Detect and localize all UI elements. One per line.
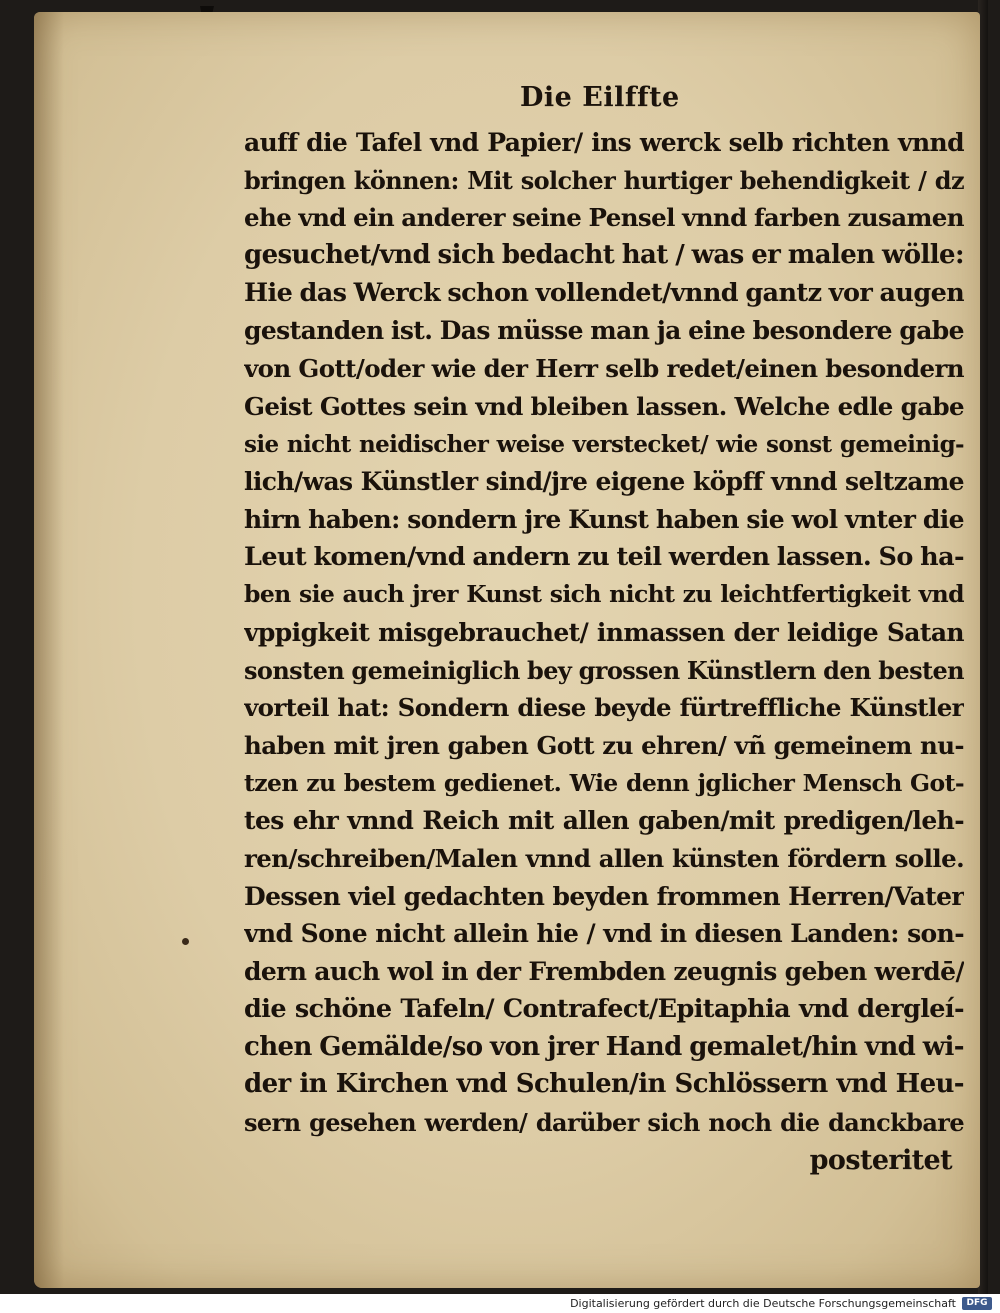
text-line: Dessen viel gedachten beyden frommen Herren/Vater xyxy=(244,881,964,911)
text-line: tes ehr vnnd Reich mit allen gaben/mit predigen/leh- xyxy=(244,806,964,836)
text-line: bringen können: Mit solcher hurtiger behendigkeit / dz xyxy=(244,165,964,195)
text-line: gesuchet/vnd sich bedacht hat / was er malen wölle: xyxy=(244,240,964,271)
ink-spot xyxy=(182,938,189,945)
text-line: vppigkeit misgebrauchet/ inmassen der leidige Satan xyxy=(244,617,964,647)
text-line: chen Gemälde/so von jrer Hand gemalet/hin vnd wi- xyxy=(244,1031,964,1062)
text-line: ehe vnd ein anderer seine Pensel vnnd farben zusamen xyxy=(244,203,964,233)
text-line: lich/was Künstler sind/jre eigene köpff vnnd seltzame xyxy=(244,467,964,497)
text-line: Hie das Werck schon vollendet/vnnd gantz vor augen xyxy=(244,277,964,308)
dfg-logo: DFG xyxy=(962,1297,992,1310)
body-text xyxy=(244,124,964,1179)
text-line: vorteil hat: Sondern diese beyde fürtreffliche Künstler xyxy=(244,693,964,723)
text-line: haben mit jren gaben Gott zu ehren/ vñ gemeinem nu- xyxy=(244,731,964,760)
text-line: sie nicht neidischer weise verstecket/ wie sonst gemeinig- xyxy=(244,430,964,458)
text-line: dern auch wol in der Frembden zeugnis geben werdē/ xyxy=(244,957,964,987)
text-line: vnd Sone nicht allein hie / vnd in diesen Landen: son- xyxy=(244,919,964,949)
running-head: Die Eilffte xyxy=(520,82,680,113)
text-line: sonsten gemeiniglich bey grossen Künstlern den besten xyxy=(244,655,964,685)
text-line: ben sie auch jrer Kunst sich nicht zu leichtfertigkeit vnd xyxy=(244,580,964,609)
text-line: auff die Tafel vnd Papier/ ins werck selb richten vnnd xyxy=(244,128,964,157)
text-line: ren/schreiben/Malen vnnd allen künsten fördern solle. xyxy=(244,844,964,874)
text-line: von Gott/oder wie der Herr selb redet/einen besondern xyxy=(244,354,964,384)
text-line: hirn haben: sondern jre Kunst haben sie wol vnter die xyxy=(244,504,964,534)
text-line: gestanden ist. Das müsse man ja eine besondere gabe xyxy=(244,316,964,346)
text-line: Leut komen/vnd andern zu teil werden lassen. So ha- xyxy=(244,541,964,572)
catchword: posteritet xyxy=(809,1144,952,1176)
text-line: die schöne Tafeln/ Contrafect/Epitaphia vnd dergleí- xyxy=(244,993,964,1024)
digitization-credit: Digitalisierung gefördert durch die Deutsche Forschungsgemeinschaft xyxy=(570,1297,956,1310)
text-line: der in Kirchen vnd Schulen/in Schlössern vnd Heu- xyxy=(244,1069,964,1100)
text-line: tzen zu bestem gedienet. Wie denn jglicher Mensch Got- xyxy=(244,768,964,797)
text-line: Geist Gottes sein vnd bleiben lassen. Welche edle gabe xyxy=(244,391,964,421)
text-line: sern gesehen werden/ darüber sich noch die danckbare xyxy=(244,1107,964,1137)
